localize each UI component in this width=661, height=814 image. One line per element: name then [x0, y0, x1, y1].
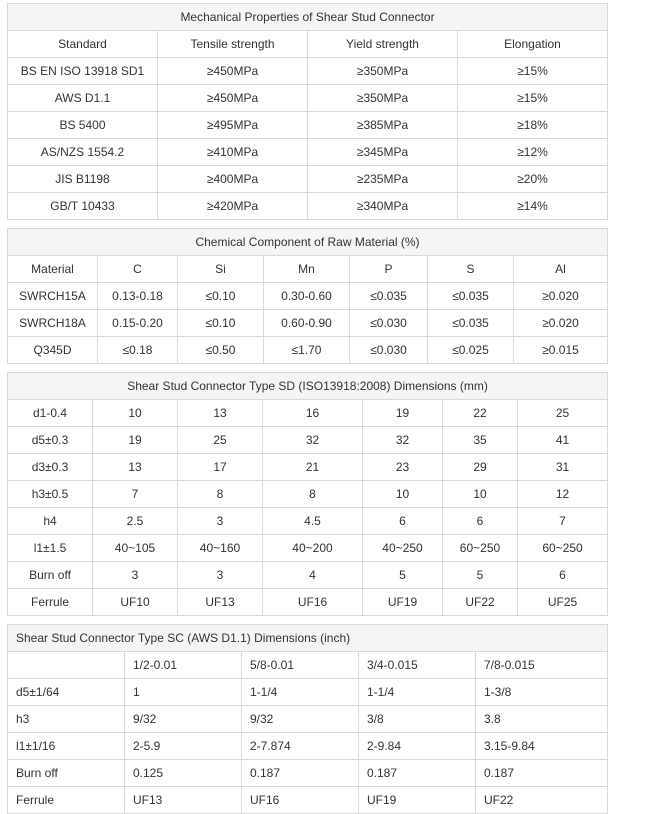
table-row [8, 454, 608, 481]
table-cell: d3±0.3 [8, 454, 93, 481]
table-cell: BS EN ISO 13918 SD1 [8, 58, 158, 85]
chemical-title: Chemical Component of Raw Material (%) [8, 229, 608, 256]
table-cell: 0.15-0.20 [98, 310, 178, 337]
table-title-row [8, 229, 608, 256]
table-title-row [8, 4, 608, 31]
table-cell: 9/32 [125, 706, 242, 733]
table-cell: ≥495MPa [158, 112, 308, 139]
table-row [8, 733, 608, 760]
table-cell: SWRCH15A [8, 283, 98, 310]
table-cell: 5/8-0.01 [242, 652, 359, 679]
table-cell: ≥0.020 [514, 283, 608, 310]
table-header-row [8, 31, 608, 58]
header-cell: Mn [264, 256, 350, 283]
table-cell: 5 [363, 562, 443, 589]
table-cell: JIS B1198 [8, 166, 158, 193]
table-cell: ≥15% [458, 85, 608, 112]
table-cell: ≥12% [458, 139, 608, 166]
table-cell: 12 [518, 481, 608, 508]
table-cell: ≥340MPa [308, 193, 458, 220]
header-cell: Material [8, 256, 98, 283]
table-cell: 32 [363, 427, 443, 454]
header-cell: Al [514, 256, 608, 283]
table-cell: BS 5400 [8, 112, 158, 139]
table-title-row [8, 625, 608, 652]
table-cell: UF13 [125, 787, 242, 814]
table-cell: 31 [518, 454, 608, 481]
table-cell: UF19 [363, 589, 443, 616]
table-cell: ≥15% [458, 58, 608, 85]
table-cell: 13 [178, 400, 263, 427]
table-cell: 1-1/4 [359, 679, 476, 706]
table-cell: ≤0.030 [350, 310, 428, 337]
table-cell: 1/2-0.01 [125, 652, 242, 679]
table-cell: ≤0.50 [178, 337, 264, 364]
table-cell: 10 [93, 400, 178, 427]
table-row [8, 706, 608, 733]
table-row [8, 58, 608, 85]
table-cell: 13 [93, 454, 178, 481]
table-cell: ≤0.035 [350, 283, 428, 310]
table-cell: Burn off [8, 760, 125, 787]
table-cell: 3 [178, 508, 263, 535]
table-cell: l1±1/16 [8, 733, 125, 760]
table-cell: ≥350MPa [308, 58, 458, 85]
table-cell: ≤0.030 [350, 337, 428, 364]
table-cell: UF13 [178, 589, 263, 616]
table-cell: 60~250 [518, 535, 608, 562]
table-cell: 0.13-0.18 [98, 283, 178, 310]
table-row [8, 562, 608, 589]
table-cell: 19 [363, 400, 443, 427]
table-cell: 19 [93, 427, 178, 454]
table-cell: Ferrule [8, 787, 125, 814]
table-cell [8, 652, 125, 679]
table-cell: ≤1.70 [264, 337, 350, 364]
table-cell: ≥400MPa [158, 166, 308, 193]
table-cell: d5±0.3 [8, 427, 93, 454]
header-cell: Tensile strength [158, 31, 308, 58]
table-cell: 7 [93, 481, 178, 508]
table-cell: 0.187 [242, 760, 359, 787]
table-cell: 8 [178, 481, 263, 508]
table-cell: 2-9.84 [359, 733, 476, 760]
header-cell: S [428, 256, 514, 283]
table-row [8, 508, 608, 535]
table-cell: 40~250 [363, 535, 443, 562]
table-cell: ≥410MPa [158, 139, 308, 166]
table-cell: 6 [363, 508, 443, 535]
table-cell: 3.15-9.84 [476, 733, 608, 760]
table-row [8, 427, 608, 454]
table-cell: 4 [263, 562, 363, 589]
table-cell: 41 [518, 427, 608, 454]
table-header-row [8, 256, 608, 283]
table-row [8, 85, 608, 112]
table-cell: UF10 [93, 589, 178, 616]
table-row [8, 760, 608, 787]
table-cell: 7/8-0.015 [476, 652, 608, 679]
table-cell: UF22 [476, 787, 608, 814]
table-cell: ≥450MPa [158, 85, 308, 112]
table-cell: ≥18% [458, 112, 608, 139]
table-cell: 8 [263, 481, 363, 508]
table-cell: ≥0.015 [514, 337, 608, 364]
table-cell: GB/T 10433 [8, 193, 158, 220]
table-cell: 25 [518, 400, 608, 427]
table-cell: 0.60-0.90 [264, 310, 350, 337]
header-cell: Yield strength [308, 31, 458, 58]
table-cell: AS/NZS 1554.2 [8, 139, 158, 166]
table-cell: 2-7.874 [242, 733, 359, 760]
table-row [8, 400, 608, 427]
table-cell: ≥420MPa [158, 193, 308, 220]
table-cell: h4 [8, 508, 93, 535]
table-cell: AWS D1.1 [8, 85, 158, 112]
table-cell: l1±1.5 [8, 535, 93, 562]
table-cell: h3±0.5 [8, 481, 93, 508]
table-cell: 0.30-0.60 [264, 283, 350, 310]
table-cell: 3 [93, 562, 178, 589]
table-cell: 22 [443, 400, 518, 427]
table-row [8, 589, 608, 616]
table-cell: ≥235MPa [308, 166, 458, 193]
table-cell: 2.5 [93, 508, 178, 535]
table-cell: ≥385MPa [308, 112, 458, 139]
table-cell: UF16 [263, 589, 363, 616]
table-cell: 6 [443, 508, 518, 535]
table-cell: ≥350MPa [308, 85, 458, 112]
table-cell: ≤0.025 [428, 337, 514, 364]
table-cell: 17 [178, 454, 263, 481]
table-row [8, 787, 608, 814]
table-cell: 6 [518, 562, 608, 589]
table-cell: 40~105 [93, 535, 178, 562]
header-cell: Elongation [458, 31, 608, 58]
table-cell: UF22 [443, 589, 518, 616]
table-cell: 0.187 [476, 760, 608, 787]
table-cell: d5±1/64 [8, 679, 125, 706]
table-cell: 7 [518, 508, 608, 535]
table-cell: 25 [178, 427, 263, 454]
table-cell: ≤0.18 [98, 337, 178, 364]
table-cell: 1-1/4 [242, 679, 359, 706]
table-row [8, 652, 608, 679]
table-cell: Burn off [8, 562, 93, 589]
table-title-row [8, 373, 608, 400]
table-cell: ≥0.020 [514, 310, 608, 337]
table-cell: 0.125 [125, 760, 242, 787]
table-cell: 10 [443, 481, 518, 508]
table-cell: ≤0.10 [178, 310, 264, 337]
table-cell: 3/4-0.015 [359, 652, 476, 679]
table-row [8, 337, 608, 364]
table-cell: 3.8 [476, 706, 608, 733]
table-cell: 60~250 [443, 535, 518, 562]
type-sd-title: Shear Stud Connector Type SD (ISO13918:2008) Dimensions (mm) [8, 373, 608, 400]
mechanical-properties-table [7, 3, 608, 220]
table-row [8, 481, 608, 508]
table-cell: 5 [443, 562, 518, 589]
table-cell: Ferrule [8, 589, 93, 616]
table-cell: 1 [125, 679, 242, 706]
table-cell: UF19 [359, 787, 476, 814]
table-cell: d1-0.4 [8, 400, 93, 427]
table-row [8, 283, 608, 310]
table-cell: ≤0.10 [178, 283, 264, 310]
table-cell: 35 [443, 427, 518, 454]
type-sc-dimensions-table [7, 624, 608, 814]
table-cell: h3 [8, 706, 125, 733]
table-row [8, 139, 608, 166]
table-cell: ≥14% [458, 193, 608, 220]
table-cell: 9/32 [242, 706, 359, 733]
table-row [8, 112, 608, 139]
header-cell: Si [178, 256, 264, 283]
table-row [8, 310, 608, 337]
table-cell: ≤0.035 [428, 310, 514, 337]
table-cell: 40~200 [263, 535, 363, 562]
table-cell: 2-5.9 [125, 733, 242, 760]
table-cell: ≤0.035 [428, 283, 514, 310]
table-cell: UF25 [518, 589, 608, 616]
type-sd-dimensions-table [7, 372, 608, 616]
table-cell: 3/8 [359, 706, 476, 733]
table-cell: 21 [263, 454, 363, 481]
table-cell: 0.187 [359, 760, 476, 787]
header-cell: P [350, 256, 428, 283]
type-sc-title: Shear Stud Connector Type SC (AWS D1.1) Dimensions (inch) [8, 625, 608, 652]
table-cell: Q345D [8, 337, 98, 364]
table-row [8, 193, 608, 220]
table-cell: 3 [178, 562, 263, 589]
table-cell: ≥450MPa [158, 58, 308, 85]
table-cell: 16 [263, 400, 363, 427]
table-row [8, 679, 608, 706]
mechanical-title: Mechanical Properties of Shear Stud Connector [8, 4, 608, 31]
table-cell: SWRCH18A [8, 310, 98, 337]
table-cell: ≥20% [458, 166, 608, 193]
table-row [8, 166, 608, 193]
header-cell: Standard [8, 31, 158, 58]
table-cell: 10 [363, 481, 443, 508]
table-cell: 23 [363, 454, 443, 481]
table-row [8, 535, 608, 562]
table-cell: 29 [443, 454, 518, 481]
table-cell: 4.5 [263, 508, 363, 535]
table-cell: 1-3/8 [476, 679, 608, 706]
header-cell: C [98, 256, 178, 283]
chemical-component-table [7, 228, 608, 364]
table-cell: 40~160 [178, 535, 263, 562]
table-cell: 32 [263, 427, 363, 454]
table-cell: ≥345MPa [308, 139, 458, 166]
table-cell: UF16 [242, 787, 359, 814]
